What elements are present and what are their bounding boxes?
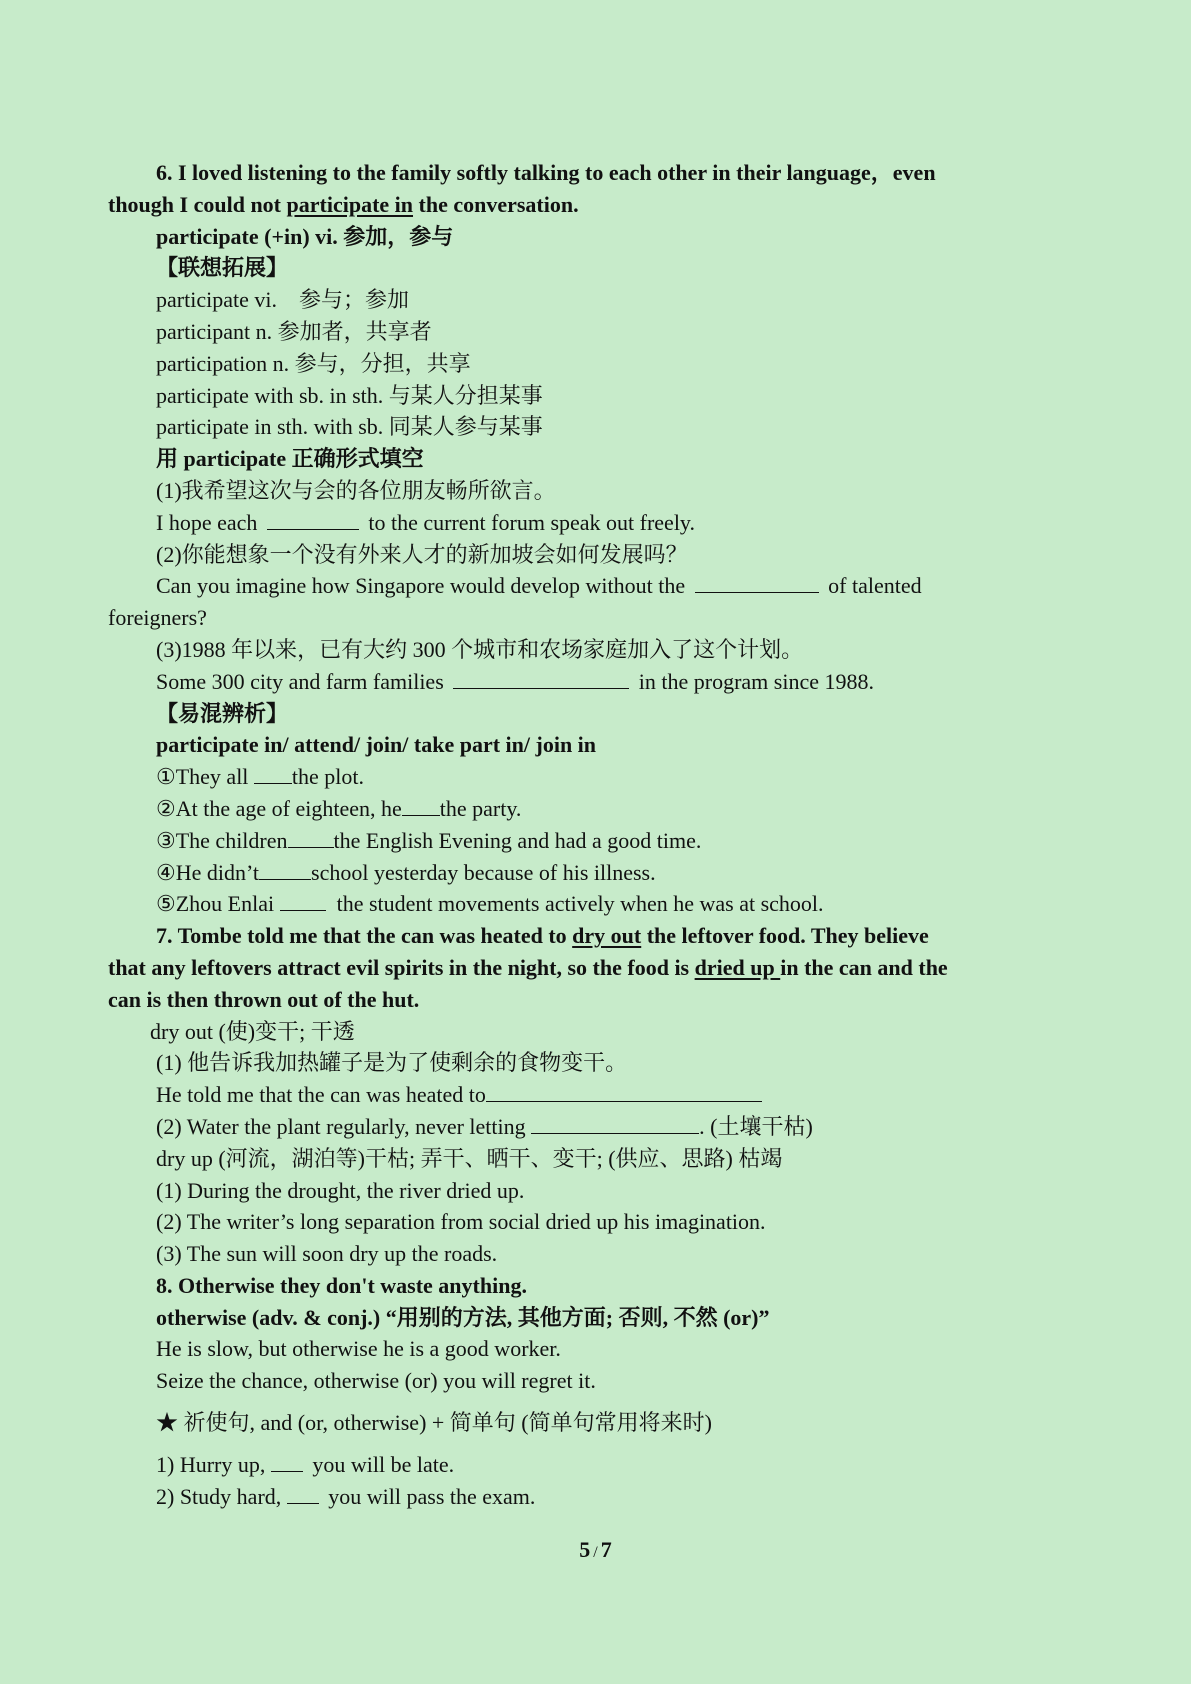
- exercise-cn: (1)我希望这次与会的各位朋友畅所欲言。: [156, 477, 556, 503]
- distinction-item: ⑤Zhou Enlai the student movements actively when he was at school.: [156, 891, 824, 917]
- example-sentence: (2) The writer’s long separation from social dried up his imagination.: [156, 1209, 766, 1235]
- example-sentence: He is slow, but otherwise he is a good worker.: [156, 1336, 561, 1362]
- distinction-item: ④He didn’t school yesterday because of his illness.: [156, 859, 656, 885]
- underlined-phrase: dry out: [572, 923, 642, 949]
- definition: participate (+in) vi. 参加，参与: [156, 223, 454, 249]
- example-sentence: Seize the chance, otherwise (or) you will regret it.: [156, 1368, 596, 1394]
- exercise-line: Some 300 city and farm families in the program since 1988.: [156, 668, 874, 694]
- answer-blank: [267, 509, 359, 530]
- distinction-item: ①They all the plot.: [156, 764, 365, 790]
- answer-blank: [288, 827, 334, 848]
- exercise-heading: 用 participate 正确形式填空: [156, 446, 424, 472]
- practice-item: 1) Hurry up, you will be late.: [156, 1451, 455, 1477]
- extension-item: participate vi. 参与；参加: [156, 287, 409, 313]
- definition: dry up (河流，湖泊等)干枯; 弄干、晒干、变干; (供应、思路) 枯竭: [156, 1145, 783, 1171]
- extension-item: participate with sb. in sth. 与某人分担某事: [156, 382, 543, 408]
- distinction-item: ②At the age of eighteen, he the party.: [156, 795, 522, 821]
- extension-item: participant n. 参加者，共享者: [156, 318, 432, 344]
- answer-blank: [531, 1113, 699, 1134]
- document-body: [108, 157, 1038, 1512]
- definition: dry out (使)变干; 干透: [150, 1018, 355, 1044]
- answer-blank: [695, 572, 819, 593]
- answer-blank: [271, 1451, 303, 1472]
- answer-blank: [280, 890, 326, 911]
- underlined-phrase: dried up: [694, 954, 781, 980]
- exercise-line: (2) Water the plant regularly, never letting . (土壤干枯): [156, 1113, 813, 1139]
- answer-blank: [453, 668, 629, 689]
- answer-blank: [287, 1483, 319, 1504]
- answer-blank: [254, 763, 292, 784]
- exercise-line-cont: foreigners?: [108, 605, 207, 631]
- answer-blank: [259, 859, 311, 880]
- practice-item: 2) Study hard, you will pass the exam.: [156, 1483, 536, 1509]
- answer-blank: [486, 1081, 762, 1102]
- extension-item: participation n. 参与，分担，共享: [156, 350, 471, 376]
- distinction-item: ③The children the English Evening and had a good time.: [156, 827, 702, 853]
- grammar-rule: ★ 祈使句, and (or, otherwise) + 简单句 (简单句常用将来时): [156, 1410, 712, 1436]
- item-7-line-2: that any leftovers attract evil spirits in the night, so the food is dried up in the can and the: [108, 954, 948, 980]
- exercise-cn: (3)1988 年以来，已有大约 300 个城市和农场家庭加入了这个计划。: [156, 636, 804, 662]
- exercise-line: I hope each to the current forum speak out freely.: [156, 509, 696, 535]
- page-number: 5 / 7: [579, 1537, 612, 1562]
- item-6-line-1: 6. I loved listening to the family softly talking to each other in their language，even: [156, 160, 936, 185]
- item-7-line-1: 7. Tombe told me that the can was heated to dry out the leftover food. They believe: [156, 923, 929, 949]
- exercise-cn: (2)你能想象一个没有外来人才的新加坡会如何发展吗？: [156, 541, 688, 567]
- underlined-phrase: participate in: [286, 191, 414, 217]
- item-7-line-3: can is then thrown out of the hut.: [108, 986, 420, 1012]
- distinction-words: participate in/ attend/ join/ take part in/ join in: [156, 732, 597, 758]
- extension-item: participate in sth. with sb. 同某人参与某事: [156, 414, 543, 440]
- answer-blank: [402, 795, 440, 816]
- example-sentence: (3) The sun will soon dry up the roads.: [156, 1241, 498, 1267]
- item-8-line-1: 8. Otherwise they don't waste anything.: [156, 1272, 527, 1298]
- section-heading-extension: 【联想拓展】: [156, 255, 289, 281]
- section-heading-distinction: 【易混辨析】: [156, 700, 289, 726]
- definition: otherwise (adv. & conj.) “用别的方法, 其他方面; 否则, 不然 (or)”: [156, 1304, 770, 1330]
- exercise-line: Can you imagine how Singapore would develop without the of talented: [156, 573, 922, 599]
- exercise-line: He told me that the can was heated to: [108, 1079, 1038, 1111]
- exercise-cn: (1) 他告诉我加热罐子是为了使剩余的食物变干。: [156, 1050, 628, 1076]
- item-6-line-2: though I could not participate in the conversation.: [108, 191, 579, 217]
- example-sentence: (1) During the drought, the river dried up.: [156, 1177, 525, 1203]
